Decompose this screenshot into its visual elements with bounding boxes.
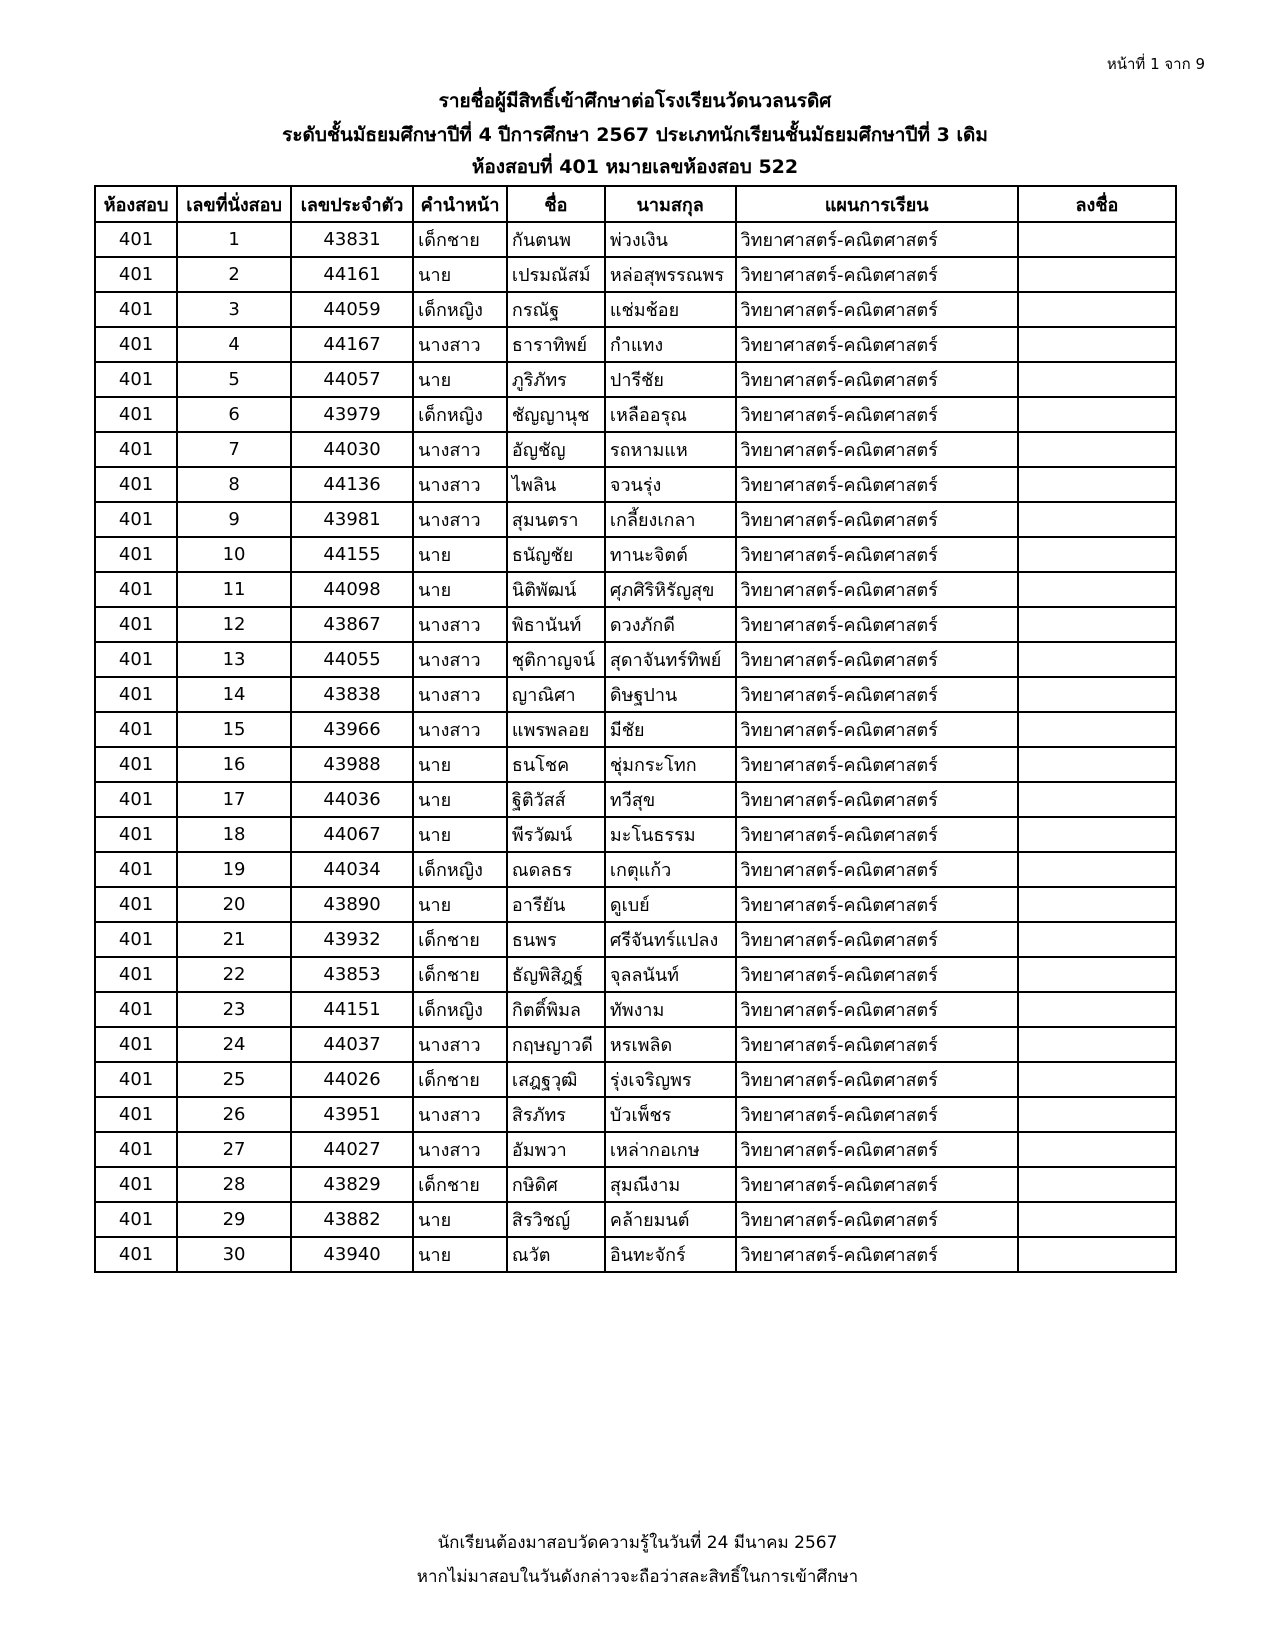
table-row (95, 992, 1176, 1027)
cell-last-name: คล้ายมนต์ (605, 1202, 736, 1237)
cell-exam-room: 401 (95, 1132, 177, 1167)
table-row (95, 607, 1176, 642)
cell-student-id: 43867 (291, 607, 413, 642)
cell-first-name: ณดลธร (507, 852, 605, 887)
cell-signature (1018, 887, 1176, 922)
cell-student-id: 43829 (291, 1167, 413, 1202)
cell-student-id: 43890 (291, 887, 413, 922)
cell-seat-number: 26 (177, 1097, 291, 1132)
cell-signature (1018, 397, 1176, 432)
cell-signature (1018, 222, 1176, 257)
cell-student-id: 44155 (291, 537, 413, 572)
table-row (95, 362, 1176, 397)
cell-student-id: 44059 (291, 292, 413, 327)
cell-seat-number: 12 (177, 607, 291, 642)
cell-last-name: รถหามแห (605, 432, 736, 467)
cell-exam-room: 401 (95, 537, 177, 572)
cell-signature (1018, 432, 1176, 467)
cell-seat-number: 19 (177, 852, 291, 887)
cell-study-plan: วิทยาศาสตร์-คณิตศาสตร์ (736, 712, 1018, 747)
table-row (95, 1027, 1176, 1062)
cell-seat-number: 6 (177, 397, 291, 432)
cell-signature (1018, 1097, 1176, 1132)
cell-student-id: 44027 (291, 1132, 413, 1167)
cell-first-name: พิธานันท์ (507, 607, 605, 642)
table-header-row (95, 186, 1176, 222)
cell-last-name: ดิษฐปาน (605, 677, 736, 712)
cell-exam-room: 401 (95, 817, 177, 852)
cell-seat-number: 4 (177, 327, 291, 362)
cell-first-name: ณวัต (507, 1237, 605, 1272)
cell-signature (1018, 1132, 1176, 1167)
cell-signature (1018, 1062, 1176, 1097)
cell-prefix: นาย (413, 747, 507, 782)
cell-last-name: ศรีจันทร์แปลง (605, 922, 736, 957)
table-row (95, 852, 1176, 887)
cell-seat-number: 1 (177, 222, 291, 257)
header-last-name: นามสกุล (605, 186, 736, 222)
cell-signature (1018, 362, 1176, 397)
cell-signature (1018, 922, 1176, 957)
cell-prefix: เด็กหญิง (413, 992, 507, 1027)
cell-student-id: 43966 (291, 712, 413, 747)
cell-last-name: รุ่งเจริญพร (605, 1062, 736, 1097)
cell-seat-number: 28 (177, 1167, 291, 1202)
table-row (95, 782, 1176, 817)
cell-signature (1018, 852, 1176, 887)
cell-student-id: 44030 (291, 432, 413, 467)
cell-exam-room: 401 (95, 362, 177, 397)
cell-study-plan: วิทยาศาสตร์-คณิตศาสตร์ (736, 922, 1018, 957)
cell-exam-room: 401 (95, 572, 177, 607)
cell-exam-room: 401 (95, 607, 177, 642)
cell-exam-room: 401 (95, 1237, 177, 1272)
cell-student-id: 43838 (291, 677, 413, 712)
cell-study-plan: วิทยาศาสตร์-คณิตศาสตร์ (736, 1062, 1018, 1097)
cell-exam-room: 401 (95, 257, 177, 292)
cell-study-plan: วิทยาศาสตร์-คณิตศาสตร์ (736, 677, 1018, 712)
cell-student-id: 44136 (291, 467, 413, 502)
cell-signature (1018, 712, 1176, 747)
cell-first-name: แพรพลอย (507, 712, 605, 747)
cell-last-name: แช่มช้อย (605, 292, 736, 327)
cell-prefix: นางสาว (413, 677, 507, 712)
cell-exam-room: 401 (95, 782, 177, 817)
cell-exam-room: 401 (95, 1202, 177, 1237)
cell-exam-room: 401 (95, 642, 177, 677)
table-row (95, 257, 1176, 292)
cell-first-name: ชุติกาญจน์ (507, 642, 605, 677)
cell-prefix: นาย (413, 537, 507, 572)
cell-last-name: สุดาจันทร์ทิพย์ (605, 642, 736, 677)
cell-last-name: เกตุแก้ว (605, 852, 736, 887)
cell-first-name: พีรวัฒน์ (507, 817, 605, 852)
cell-seat-number: 25 (177, 1062, 291, 1097)
cell-signature (1018, 1237, 1176, 1272)
cell-exam-room: 401 (95, 887, 177, 922)
cell-signature (1018, 642, 1176, 677)
cell-first-name: ธนพร (507, 922, 605, 957)
cell-first-name: ฐิติวัสส์ (507, 782, 605, 817)
cell-signature (1018, 817, 1176, 852)
cell-student-id: 44034 (291, 852, 413, 887)
table-row (95, 432, 1176, 467)
cell-first-name: ธนัญชัย (507, 537, 605, 572)
cell-signature (1018, 782, 1176, 817)
cell-exam-room: 401 (95, 327, 177, 362)
cell-prefix: นางสาว (413, 642, 507, 677)
cell-student-id: 43979 (291, 397, 413, 432)
cell-last-name: เหลืออรุณ (605, 397, 736, 432)
cell-student-id: 44151 (291, 992, 413, 1027)
cell-prefix: เด็กหญิง (413, 292, 507, 327)
cell-signature (1018, 292, 1176, 327)
cell-prefix: นางสาว (413, 432, 507, 467)
table-row (95, 817, 1176, 852)
cell-first-name: เปรมณัสม์ (507, 257, 605, 292)
cell-prefix: นางสาว (413, 607, 507, 642)
cell-last-name: จวนรุ่ง (605, 467, 736, 502)
cell-seat-number: 10 (177, 537, 291, 572)
table-row (95, 642, 1176, 677)
cell-student-id: 44037 (291, 1027, 413, 1062)
cell-signature (1018, 1202, 1176, 1237)
table-row (95, 537, 1176, 572)
cell-study-plan: วิทยาศาสตร์-คณิตศาสตร์ (736, 467, 1018, 502)
cell-first-name: ภูริภัทร (507, 362, 605, 397)
table-row (95, 467, 1176, 502)
cell-first-name: สุมนตรา (507, 502, 605, 537)
cell-first-name: สิรวิชญ์ (507, 1202, 605, 1237)
cell-student-id: 44098 (291, 572, 413, 607)
cell-signature (1018, 957, 1176, 992)
cell-student-id: 43988 (291, 747, 413, 782)
cell-first-name: กฤษญาวดี (507, 1027, 605, 1062)
cell-prefix: นาย (413, 1237, 507, 1272)
cell-seat-number: 13 (177, 642, 291, 677)
cell-seat-number: 29 (177, 1202, 291, 1237)
cell-exam-room: 401 (95, 222, 177, 257)
cell-last-name: ปารีชัย (605, 362, 736, 397)
cell-last-name: ชุ่มกระโทก (605, 747, 736, 782)
cell-study-plan: วิทยาศาสตร์-คณิตศาสตร์ (736, 1202, 1018, 1237)
cell-student-id: 44167 (291, 327, 413, 362)
cell-prefix: นาย (413, 1202, 507, 1237)
document-subtitle: ระดับชั้นมัธยมศึกษาปีที่ 4 ปีการศึกษา 2567 ประเภทนักเรียนชั้นมัธยมศึกษาปีที่ 3 เดิม (282, 124, 988, 146)
cell-prefix: นางสาว (413, 712, 507, 747)
cell-seat-number: 14 (177, 677, 291, 712)
cell-prefix: เด็กชาย (413, 222, 507, 257)
cell-exam-room: 401 (95, 677, 177, 712)
cell-study-plan: วิทยาศาสตร์-คณิตศาสตร์ (736, 537, 1018, 572)
cell-exam-room: 401 (95, 1097, 177, 1132)
cell-student-id: 44161 (291, 257, 413, 292)
cell-exam-room: 401 (95, 397, 177, 432)
cell-seat-number: 20 (177, 887, 291, 922)
cell-seat-number: 17 (177, 782, 291, 817)
cell-study-plan: วิทยาศาสตร์-คณิตศาสตร์ (736, 1132, 1018, 1167)
cell-exam-room: 401 (95, 1027, 177, 1062)
cell-first-name: กรณัฐ (507, 292, 605, 327)
cell-seat-number: 15 (177, 712, 291, 747)
cell-prefix: นาย (413, 817, 507, 852)
cell-study-plan: วิทยาศาสตร์-คณิตศาสตร์ (736, 327, 1018, 362)
cell-prefix: นางสาว (413, 1132, 507, 1167)
cell-prefix: นางสาว (413, 1097, 507, 1132)
cell-seat-number: 16 (177, 747, 291, 782)
cell-last-name: ดวงภักดี (605, 607, 736, 642)
cell-study-plan: วิทยาศาสตร์-คณิตศาสตร์ (736, 397, 1018, 432)
cell-student-id: 44057 (291, 362, 413, 397)
cell-student-id: 43882 (291, 1202, 413, 1237)
cell-student-id: 43940 (291, 1237, 413, 1272)
cell-first-name: สิรภัทร (507, 1097, 605, 1132)
header-seat-number: เลขที่นั่งสอบ (177, 186, 291, 222)
cell-prefix: นาย (413, 782, 507, 817)
cell-prefix: นาย (413, 887, 507, 922)
cell-prefix: นาย (413, 362, 507, 397)
header-prefix: คำนำหน้า (413, 186, 507, 222)
cell-study-plan: วิทยาศาสตร์-คณิตศาสตร์ (736, 1167, 1018, 1202)
cell-seat-number: 3 (177, 292, 291, 327)
table-row (95, 292, 1176, 327)
table-row (95, 922, 1176, 957)
cell-signature (1018, 607, 1176, 642)
cell-exam-room: 401 (95, 432, 177, 467)
footer-forfeit-note: หากไม่มาสอบในวันดังกล่าวจะถือว่าสละสิทธิ์ในการเข้าศึกษา (416, 1567, 859, 1587)
cell-prefix: นางสาว (413, 467, 507, 502)
header-first-name: ชื่อ (507, 186, 605, 222)
cell-exam-room: 401 (95, 712, 177, 747)
cell-last-name: ศุภศิริหิรัญสุข (605, 572, 736, 607)
footer-exam-date: นักเรียนต้องมาสอบวัดความรู้ในวันที่ 24 มีนาคม 2567 (437, 1533, 838, 1553)
cell-prefix: เด็กชาย (413, 1167, 507, 1202)
table-row (95, 1097, 1176, 1132)
cell-study-plan: วิทยาศาสตร์-คณิตศาสตร์ (736, 1027, 1018, 1062)
cell-signature (1018, 572, 1176, 607)
cell-study-plan: วิทยาศาสตร์-คณิตศาสตร์ (736, 992, 1018, 1027)
cell-seat-number: 21 (177, 922, 291, 957)
table-row (95, 1202, 1176, 1237)
cell-exam-room: 401 (95, 747, 177, 782)
cell-exam-room: 401 (95, 957, 177, 992)
cell-last-name: จุลลนันท์ (605, 957, 736, 992)
student-roster-table (94, 185, 1177, 1273)
cell-exam-room: 401 (95, 1062, 177, 1097)
cell-last-name: อินทะจักร์ (605, 1237, 736, 1272)
cell-first-name: ธัญพิสิฎฐ์ (507, 957, 605, 992)
cell-seat-number: 27 (177, 1132, 291, 1167)
cell-student-id: 43831 (291, 222, 413, 257)
cell-exam-room: 401 (95, 852, 177, 887)
header-exam-room: ห้องสอบ (95, 186, 177, 222)
cell-prefix: นางสาว (413, 502, 507, 537)
cell-last-name: มีชัย (605, 712, 736, 747)
cell-last-name: มะโนธรรม (605, 817, 736, 852)
cell-first-name: นิติพัฒน์ (507, 572, 605, 607)
cell-last-name: สุมณีงาม (605, 1167, 736, 1202)
cell-prefix: นาย (413, 257, 507, 292)
cell-seat-number: 23 (177, 992, 291, 1027)
cell-first-name: ชัญญานุช (507, 397, 605, 432)
cell-last-name: กำแทง (605, 327, 736, 362)
cell-seat-number: 5 (177, 362, 291, 397)
cell-signature (1018, 1167, 1176, 1202)
cell-seat-number: 22 (177, 957, 291, 992)
cell-study-plan: วิทยาศาสตร์-คณิตศาสตร์ (736, 887, 1018, 922)
cell-study-plan: วิทยาศาสตร์-คณิตศาสตร์ (736, 607, 1018, 642)
cell-student-id: 44036 (291, 782, 413, 817)
cell-study-plan: วิทยาศาสตร์-คณิตศาสตร์ (736, 642, 1018, 677)
document-title: รายชื่อผู้มีสิทธิ์เข้าศึกษาต่อโรงเรียนวัดนวลนรดิศ (438, 90, 832, 112)
table-row (95, 1167, 1176, 1202)
cell-study-plan: วิทยาศาสตร์-คณิตศาสตร์ (736, 782, 1018, 817)
cell-seat-number: 2 (177, 257, 291, 292)
cell-seat-number: 11 (177, 572, 291, 607)
table-row (95, 1237, 1176, 1272)
cell-last-name: ทวีสุข (605, 782, 736, 817)
cell-study-plan: วิทยาศาสตร์-คณิตศาสตร์ (736, 1237, 1018, 1272)
cell-signature (1018, 992, 1176, 1027)
cell-signature (1018, 677, 1176, 712)
cell-prefix: นางสาว (413, 327, 507, 362)
cell-first-name: อารียัน (507, 887, 605, 922)
cell-first-name: ไพลิน (507, 467, 605, 502)
cell-exam-room: 401 (95, 292, 177, 327)
cell-first-name: เสฎฐวุฒิ (507, 1062, 605, 1097)
cell-student-id: 43853 (291, 957, 413, 992)
table-row (95, 572, 1176, 607)
cell-seat-number: 24 (177, 1027, 291, 1062)
cell-last-name: หล่อสุพรรณพร (605, 257, 736, 292)
cell-study-plan: วิทยาศาสตร์-คณิตศาสตร์ (736, 362, 1018, 397)
cell-prefix: เด็กชาย (413, 1062, 507, 1097)
table-row (95, 502, 1176, 537)
cell-last-name: ดูเบย์ (605, 887, 736, 922)
table-row (95, 222, 1176, 257)
cell-signature (1018, 467, 1176, 502)
cell-study-plan: วิทยาศาสตร์-คณิตศาสตร์ (736, 817, 1018, 852)
cell-first-name: อัมพวา (507, 1132, 605, 1167)
cell-study-plan: วิทยาศาสตร์-คณิตศาสตร์ (736, 747, 1018, 782)
cell-seat-number: 9 (177, 502, 291, 537)
cell-exam-room: 401 (95, 1167, 177, 1202)
cell-exam-room: 401 (95, 992, 177, 1027)
cell-first-name: กันตนพ (507, 222, 605, 257)
cell-seat-number: 8 (177, 467, 291, 502)
cell-seat-number: 18 (177, 817, 291, 852)
table-row (95, 747, 1176, 782)
cell-study-plan: วิทยาศาสตร์-คณิตศาสตร์ (736, 502, 1018, 537)
cell-first-name: กษิดิศ (507, 1167, 605, 1202)
header-study-plan: แผนการเรียน (736, 186, 1018, 222)
cell-signature (1018, 537, 1176, 572)
cell-last-name: หรเพลิด (605, 1027, 736, 1062)
cell-study-plan: วิทยาศาสตร์-คณิตศาสตร์ (736, 1097, 1018, 1132)
cell-first-name: กิตติ์พิมล (507, 992, 605, 1027)
table-body (95, 222, 1176, 1272)
cell-study-plan: วิทยาศาสตร์-คณิตศาสตร์ (736, 257, 1018, 292)
cell-study-plan: วิทยาศาสตร์-คณิตศาสตร์ (736, 572, 1018, 607)
cell-signature (1018, 327, 1176, 362)
cell-first-name: ธาราทิพย์ (507, 327, 605, 362)
cell-prefix: เด็กหญิง (413, 852, 507, 887)
cell-prefix: เด็กชาย (413, 922, 507, 957)
cell-last-name: ทานะจิตต์ (605, 537, 736, 572)
cell-seat-number: 7 (177, 432, 291, 467)
table-row (95, 887, 1176, 922)
cell-student-id: 44026 (291, 1062, 413, 1097)
cell-exam-room: 401 (95, 922, 177, 957)
cell-exam-room: 401 (95, 467, 177, 502)
cell-last-name: เหล่ากอเกษ (605, 1132, 736, 1167)
page-number: หน้าที่ 1 จาก 9 (1106, 55, 1205, 73)
cell-last-name: เกลี้ยงเกลา (605, 502, 736, 537)
footer-notice (0, 1526, 1275, 1594)
document-title-block (95, 84, 1175, 184)
cell-signature (1018, 257, 1176, 292)
cell-signature (1018, 1027, 1176, 1062)
cell-prefix: เด็กหญิง (413, 397, 507, 432)
cell-last-name: ทัพงาม (605, 992, 736, 1027)
cell-student-id: 43932 (291, 922, 413, 957)
cell-study-plan: วิทยาศาสตร์-คณิตศาสตร์ (736, 222, 1018, 257)
table-row (95, 327, 1176, 362)
cell-study-plan: วิทยาศาสตร์-คณิตศาสตร์ (736, 957, 1018, 992)
cell-student-id: 43981 (291, 502, 413, 537)
cell-first-name: ธนโชค (507, 747, 605, 782)
cell-last-name: บัวเพ็ชร (605, 1097, 736, 1132)
exam-room-title: ห้องสอบที่ 401 หมายเลขห้องสอบ 522 (471, 156, 799, 178)
cell-prefix: นางสาว (413, 1027, 507, 1062)
cell-first-name: ญาณิศา (507, 677, 605, 712)
table-row (95, 677, 1176, 712)
cell-student-id: 44067 (291, 817, 413, 852)
cell-prefix: นาย (413, 572, 507, 607)
header-student-id: เลขประจำตัว (291, 186, 413, 222)
header-signature: ลงชื่อ (1018, 186, 1176, 222)
cell-first-name: อัญชัญ (507, 432, 605, 467)
table-row (95, 1132, 1176, 1167)
table-row (95, 1062, 1176, 1097)
cell-exam-room: 401 (95, 502, 177, 537)
cell-signature (1018, 747, 1176, 782)
cell-study-plan: วิทยาศาสตร์-คณิตศาสตร์ (736, 852, 1018, 887)
cell-study-plan: วิทยาศาสตร์-คณิตศาสตร์ (736, 432, 1018, 467)
cell-prefix: เด็กชาย (413, 957, 507, 992)
cell-last-name: พ่วงเงิน (605, 222, 736, 257)
table-row (95, 957, 1176, 992)
cell-signature (1018, 502, 1176, 537)
cell-study-plan: วิทยาศาสตร์-คณิตศาสตร์ (736, 292, 1018, 327)
cell-student-id: 44055 (291, 642, 413, 677)
cell-seat-number: 30 (177, 1237, 291, 1272)
table-row (95, 397, 1176, 432)
cell-student-id: 43951 (291, 1097, 413, 1132)
table-row (95, 712, 1176, 747)
